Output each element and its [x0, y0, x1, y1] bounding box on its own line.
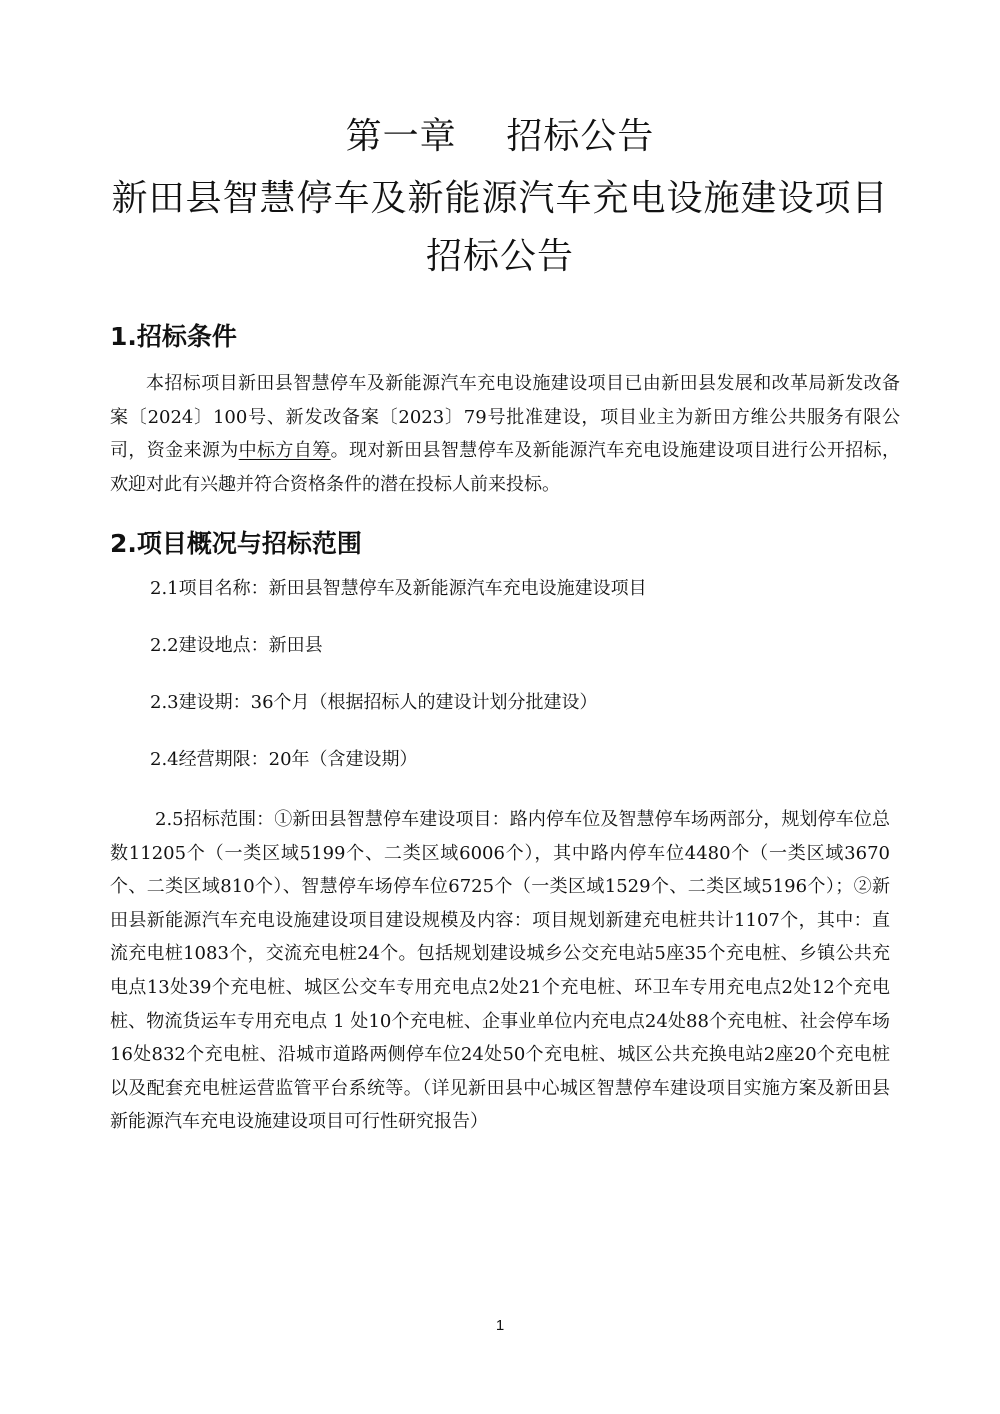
item-operation-period: 2.4经营期限：20年（含建设期）	[150, 749, 418, 770]
document-title: 新田县智慧停车及新能源汽车充电设施建设项目招标公告	[111, 178, 889, 277]
section-heading-project-overview: 2.项目概况与招标范围	[110, 529, 362, 558]
section-heading-bidding-conditions: 1.招标条件	[110, 322, 237, 351]
paragraph-text-end: 。现对新田县智慧停车及新能源汽车充电设施建设项目进行公开招标，欢迎对此有兴趣并符合资格条件的潜在投标人前来投标。	[110, 440, 901, 495]
item-bidding-scope: 2.5招标范围：①新田县智慧停车建设项目：路内停车位及智慧停车场两部分，规划停车位总数11205个（一类区域5199个、二类区域6006个），其中路内停车位4480个（一类区域3670个、二类区域810个）、智慧停车场停车位6725个（一类区域1529个、二类区域5196个）；②新田县新能源汽车充电设施建设项目建设规模及内容：项目规划新建充电桩共计1107个，其中：直流充电桩1083个，交流充电桩24个。包括规划建设城乡公交充电站5座35个充电桩、乡镇公共充电点13处39个充电桩、城区公交车专用充电点2处21个充电桩、环卫车专用充电点2处12个充电桩、物流货运车专用充电点 1 处10个充电桩、企事业单位内充电点24处88个充电桩、社会停车场16处832个充电桩、沿城市道路两侧停车位24处50个充电桩、城区公共充换电站2座20个充电桩以及配套充电桩运营监管平台系统等。（详见新田县中心城区智慧停车建设项目实施方案及新田县新能源汽车充电设施建设项目可行性研究报告）	[110, 809, 890, 1133]
paragraph-text: 本招标项目新田县智慧停车及新能源汽车充电设施建设项目已由新田县发展和改革局新发改备案〔2024〕100号、新发改备案〔2023〕79号批准建设，项目业主为新田方维公共服务有限公司，资金来源为	[110, 373, 900, 461]
item-construction-period: 2.3建设期：36个月（根据招标人的建设计划分批建设）	[150, 692, 598, 713]
item-construction-site: 2.2建设地点：新田县	[150, 635, 323, 656]
bidding-conditions-paragraph	[110, 367, 900, 501]
chapter-title: 第一章 招标公告	[345, 116, 655, 157]
funding-source-underlined: 中标方自筹	[238, 440, 331, 461]
item-project-name: 2.1项目名称：新田县智慧停车及新能源汽车充电设施建设项目	[150, 578, 647, 599]
page-number: 1	[495, 1317, 505, 1334]
